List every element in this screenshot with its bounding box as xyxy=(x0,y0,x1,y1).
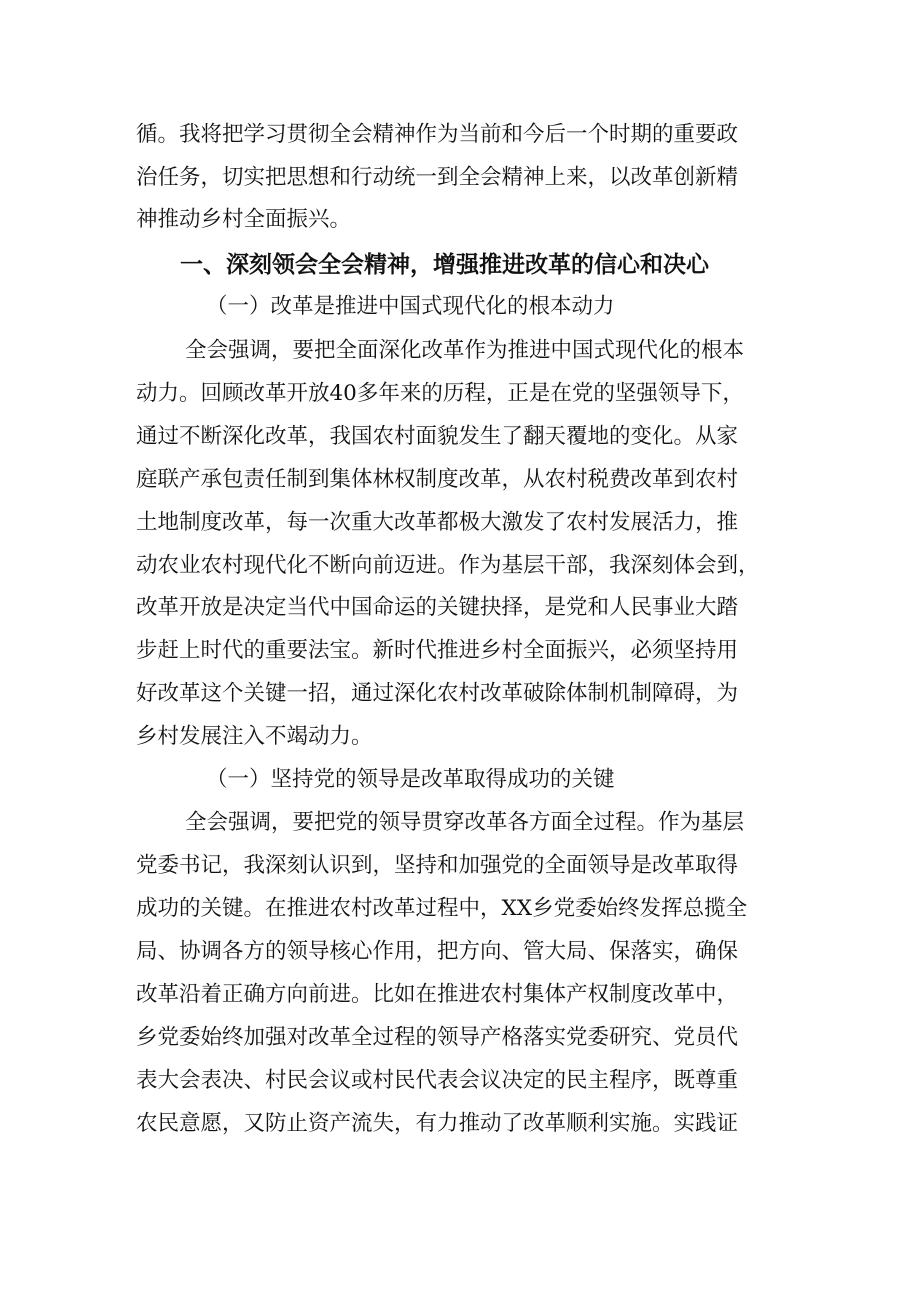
subsection-heading: （一）改革是推进中国式现代化的根本动力 xyxy=(206,294,615,319)
body-text-line: 乡村发展注入不竭动力。 xyxy=(136,724,373,749)
paragraph-first-line: 全会强调，要把党的领导贯穿改革各方面全过程。作为基层 xyxy=(185,810,745,835)
body-text-line: 动力。回顾改革开放40多年来的历程，正是在党的坚强领导下， xyxy=(136,381,744,406)
body-text-line: 改革沿着正确方向前进。比如在推进农村集体产权制度改革中， xyxy=(136,982,739,1007)
body-text-line: 神推动乡村全面振兴。 xyxy=(136,207,352,232)
body-text-line: 治任务，切实把思想和行动统一到全会精神上来，以改革创新精 xyxy=(136,165,739,190)
subsection-heading: （一）坚持党的领导是改革取得成功的关键 xyxy=(206,767,615,792)
body-text-line: 好改革这个关键一招，通过深化农村改革破除体制机制障碍，为 xyxy=(136,681,739,706)
body-text-line: 农民意愿，又防止资产流失，有力推动了改革顺利实施。实践证 xyxy=(136,1111,739,1136)
body-text-line: 动农业农村现代化不断向前迈进。作为基层干部，我深刻体会到， xyxy=(136,553,760,578)
section-heading: 一、深刻领会全会精神，增强推进改革的信心和决心 xyxy=(180,252,709,278)
body-text-line: 步赶上时代的重要法宝。新时代推进乡村全面振兴，必须坚持用 xyxy=(136,638,739,663)
body-text-line: 成功的关键。在推进农村改革过程中，XX乡党委始终发挥总揽全 xyxy=(136,896,748,921)
body-text-line: 党委书记，我深刻认识到，坚持和加强党的全面领导是改革取得 xyxy=(136,853,739,878)
body-text-line: 循。我将把学习贯彻全会精神作为当前和今后一个时期的重要政 xyxy=(136,122,739,147)
body-text-line: 表大会表决、村民会议或村民代表会议决定的民主程序，既尊重 xyxy=(136,1068,739,1093)
body-text-line: 改革开放是决定当代中国命运的关键抉择，是党和人民事业大踏 xyxy=(136,595,739,620)
body-text-line: 土地制度改革，每一次重大改革都极大激发了农村发展活力，推 xyxy=(136,510,739,535)
paragraph-first-line: 全会强调，要把全面深化改革作为推进中国式现代化的根本 xyxy=(185,338,745,363)
body-text-line: 通过不断深化改革，我国农村面貌发生了翻天覆地的变化。从家 xyxy=(136,424,739,449)
body-text-line: 庭联产承包责任制到集体林权制度改革，从农村税费改革到农村 xyxy=(136,467,739,492)
body-text-line: 局、协调各方的领导核心作用，把方向、管大局、保落实，确保 xyxy=(136,939,739,964)
body-text-line: 乡党委始终加强对改革全过程的领导产格落实党委研究、党员代 xyxy=(136,1025,739,1050)
